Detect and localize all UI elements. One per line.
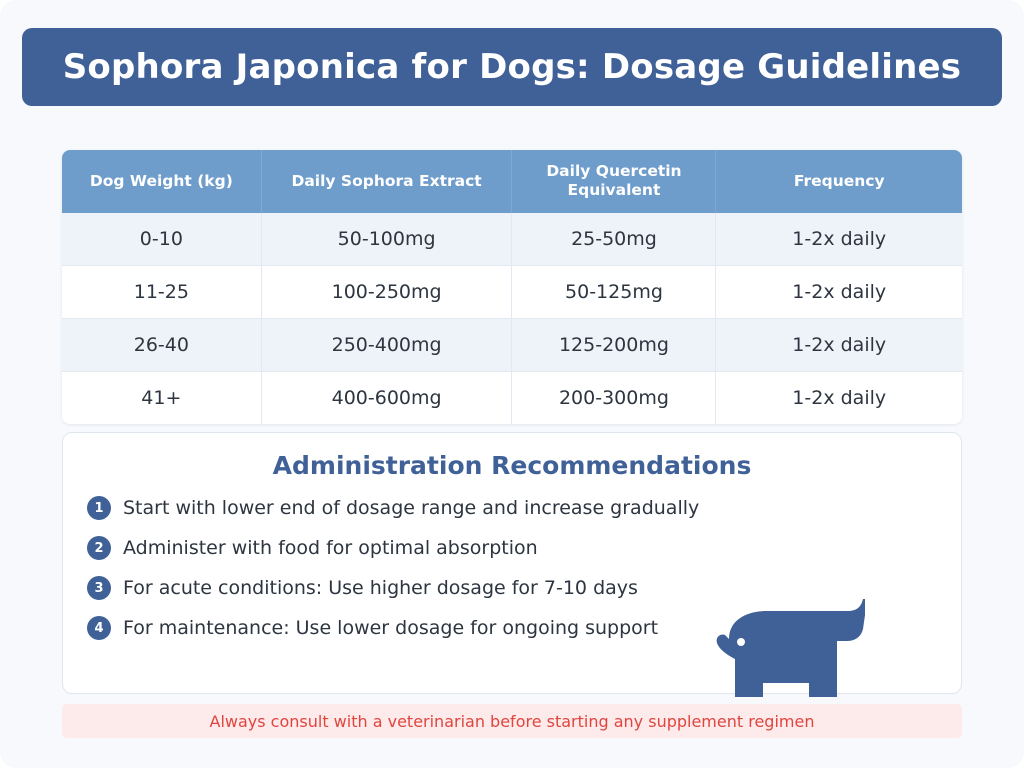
table-row [62,213,962,266]
dosage-table-container [62,150,962,424]
cell-frequency: 1-2x daily [716,213,962,266]
step-number-badge: 4 [87,616,111,640]
warning-banner [62,704,962,738]
warning-text: Always consult with a veterinarian before starting any supplement regimen [209,711,815,731]
page-title: Sophora Japonica for Dogs: Dosage Guidelines [62,47,962,87]
step-number-badge: 3 [87,576,111,600]
column-header-dog-weight: Dog Weight (kg) [62,150,261,213]
cell-frequency: 1-2x daily [716,318,962,371]
step-number-badge: 1 [87,496,111,520]
list-item-label: Start with lower end of dosage range and increase gradually [123,497,700,519]
cell-quercetin: 25-50mg [512,213,716,266]
cell-frequency: 1-2x daily [716,371,962,424]
cell-extract: 50-100mg [261,213,512,266]
table-row [62,265,962,318]
list-item [87,616,961,640]
cell-weight: 0-10 [62,213,261,266]
list-item-label: Administer with food for optimal absorption [123,537,538,559]
column-header-sophora-extract: Daily Sophora Extract [261,150,512,213]
column-header-quercetin-equivalent: Daily Quercetin Equivalent [512,150,716,213]
cell-quercetin: 200-300mg [512,371,716,424]
list-item [87,496,961,520]
cell-extract: 400-600mg [261,371,512,424]
cell-weight: 11-25 [62,265,261,318]
cell-extract: 250-400mg [261,318,512,371]
table-body [62,213,962,424]
cell-quercetin: 125-200mg [512,318,716,371]
dosage-table [62,150,962,424]
cell-frequency: 1-2x daily [716,265,962,318]
table-header-row [62,150,962,213]
cell-weight: 26-40 [62,318,261,371]
step-number-badge: 2 [87,536,111,560]
list-item [87,536,961,560]
cell-quercetin: 50-125mg [512,265,716,318]
table-row [62,318,962,371]
list-item [87,576,961,600]
table-header [62,150,962,213]
cell-weight: 41+ [62,371,261,424]
recommendations-list [63,496,961,640]
list-item-label: For maintenance: Use lower dosage for ongoing support [123,617,659,639]
recommendations-title: Administration Recommendations [272,451,752,480]
column-header-frequency: Frequency [716,150,962,213]
cell-extract: 100-250mg [261,265,512,318]
header-banner [22,28,1002,106]
table-row [62,371,962,424]
list-item-label: For acute conditions: Use higher dosage for 7-10 days [123,577,638,599]
